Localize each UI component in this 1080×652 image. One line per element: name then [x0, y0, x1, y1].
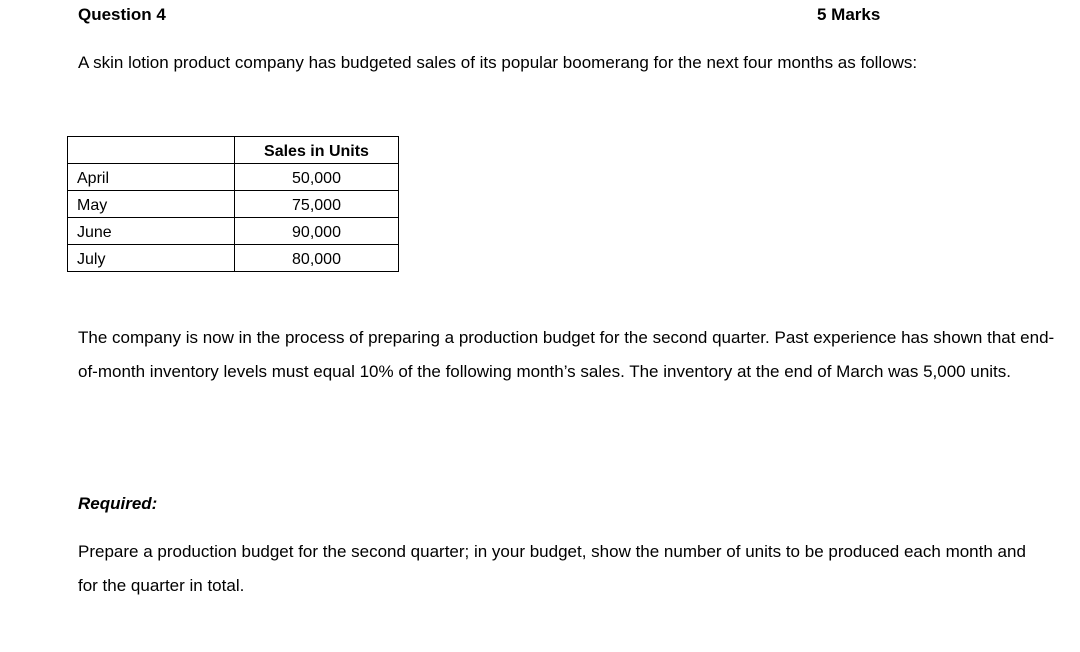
- question-title: Question 4: [78, 5, 166, 24]
- units-cell: 90,000: [235, 218, 399, 245]
- question-marks: 5 Marks: [817, 5, 881, 24]
- month-cell: July: [68, 245, 235, 272]
- month-cell: May: [68, 191, 235, 218]
- intro-paragraph: A skin lotion product company has budgeted sales of its popular boomerang for the next four months as follows:: [78, 53, 918, 72]
- table-row: [68, 245, 399, 272]
- body-paragraph: The company is now in the process of preparing a production budget for the second quarter. Past experience has shown that end-of-month inventory levels must equal 10% of the following month’s sales. The inventory at the end of March was 5,000 units.: [78, 328, 1055, 381]
- sales-table: [67, 136, 399, 272]
- table-row: [68, 218, 399, 245]
- required-paragraph: Prepare a production budget for the second quarter; in your budget, show the number of units to be produced each month and for the quarter in total.: [78, 542, 1026, 595]
- table-row: [68, 191, 399, 218]
- table-header-units: Sales in Units: [235, 137, 399, 164]
- table-header-row: [68, 137, 399, 164]
- required-label: Required:: [78, 494, 158, 513]
- table-header-month: [68, 137, 235, 164]
- month-cell: June: [68, 218, 235, 245]
- table-row: [68, 164, 399, 191]
- units-cell: 50,000: [235, 164, 399, 191]
- units-cell: 75,000: [235, 191, 399, 218]
- month-cell: April: [68, 164, 235, 191]
- units-cell: 80,000: [235, 245, 399, 272]
